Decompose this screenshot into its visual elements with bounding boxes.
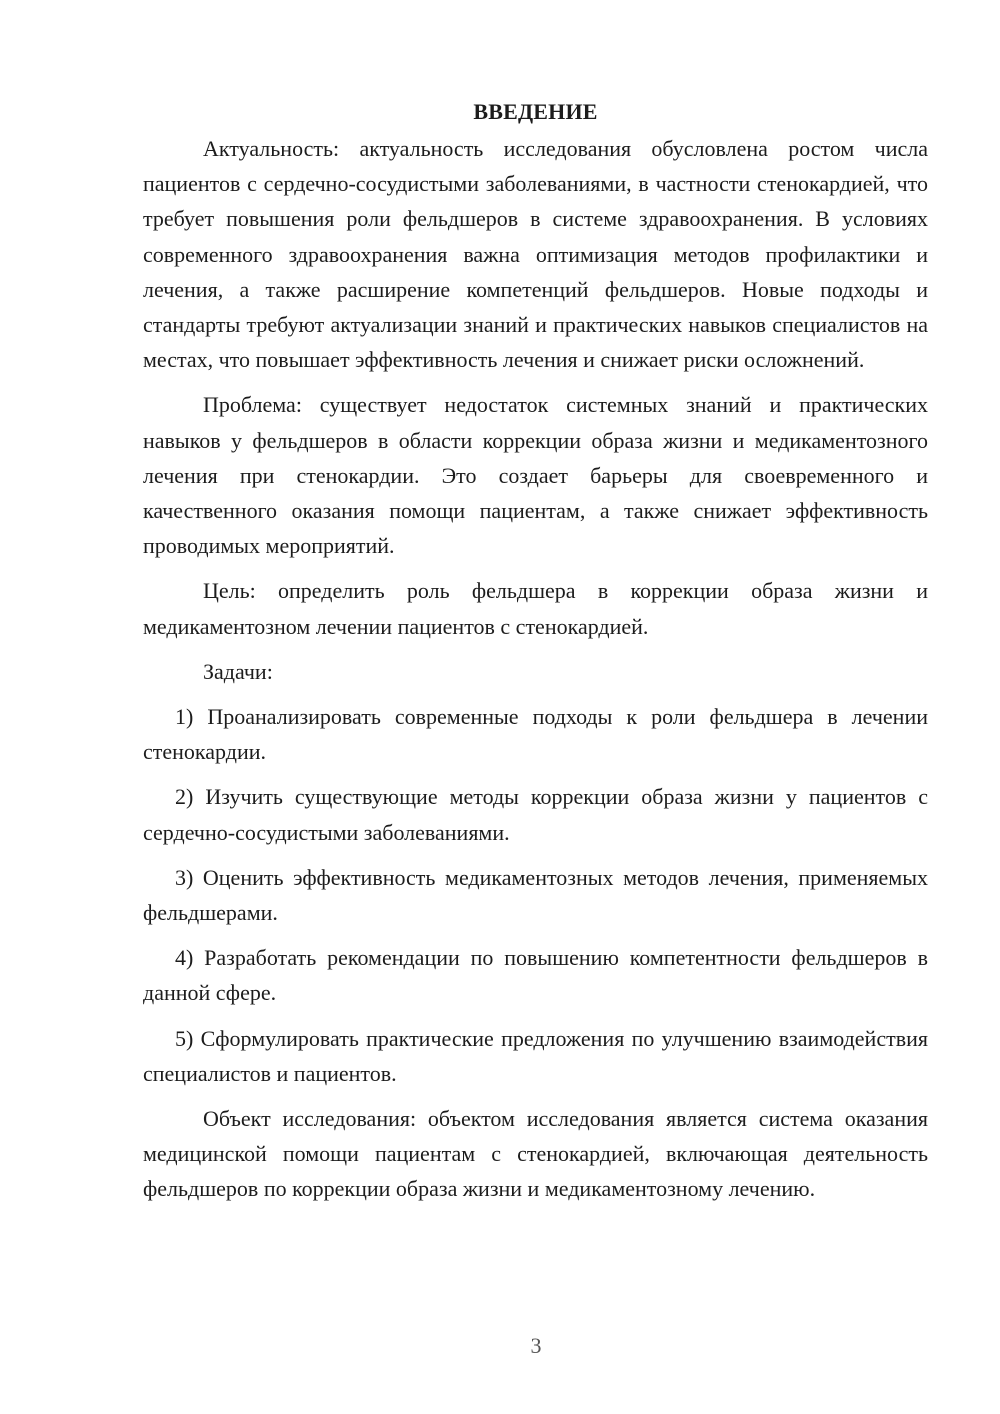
tasks-label: Задачи: <box>203 658 273 684</box>
problem-paragraph: Проблема: существует недостаток системных знаний и практических навыков у фельдшеров в области коррекции образа жизни и медикаментозного лечения при стенокардии. Это создает барьеры для своевременного и качественного оказания помощи пациентам, а также снижает эффективность проводимых мероприятий. <box>143 392 928 559</box>
tasks-list <box>143 699 928 1091</box>
page-body <box>143 94 928 1217</box>
object-paragraph: Объект исследования: объектом исследования является система оказания медицинской помощи пациентам с стенокардией, включающая деятельность фельдшеров по коррекции образа жизни и медикаментозному лечению. <box>143 1106 928 1202</box>
task-item: 2) Изучить существующие методы коррекции образа жизни у пациентов с сердечно-сосудистыми заболеваниями. <box>143 784 928 845</box>
goal-paragraph: Цель: определить роль фельдшера в коррекции образа жизни и медикаментозном лечении пациентов с стенокардией. <box>143 578 928 639</box>
task-item: 1) Проанализировать современные подходы к роли фельдшера в лечении стенокардии. <box>143 704 928 765</box>
section-heading: ВВЕДЕНИЕ <box>473 99 598 124</box>
page-number: 3 <box>530 1333 542 1358</box>
task-item: 4) Разработать рекомендации по повышению компетентности фельдшеров в данной сфере. <box>143 945 928 1006</box>
task-item: 5) Сформулировать практические предложения по улучшению взаимодействия специалистов и пациентов. <box>143 1025 928 1086</box>
task-item: 3) Оценить эффективность медикаментозных методов лечения, применяемых фельдшерами. <box>143 864 928 926</box>
relevance-paragraph: Актуальность: актуальность исследования обусловлена ростом числа пациентов с сердечно-сосудистыми заболеваниями, в частности стенокардией, что требует повышения роли фельдшеров в системе здравоохранения. В условиях современного здравоохранения важна оптимизация методов профилактики и лечения, а также расширение компетенций фельдшеров. Новые подходы и стандарты требуют актуализации знаний и практических навыков специалистов на местах, что повышает эффективность лечения и снижает риски осложнений. <box>143 136 928 373</box>
